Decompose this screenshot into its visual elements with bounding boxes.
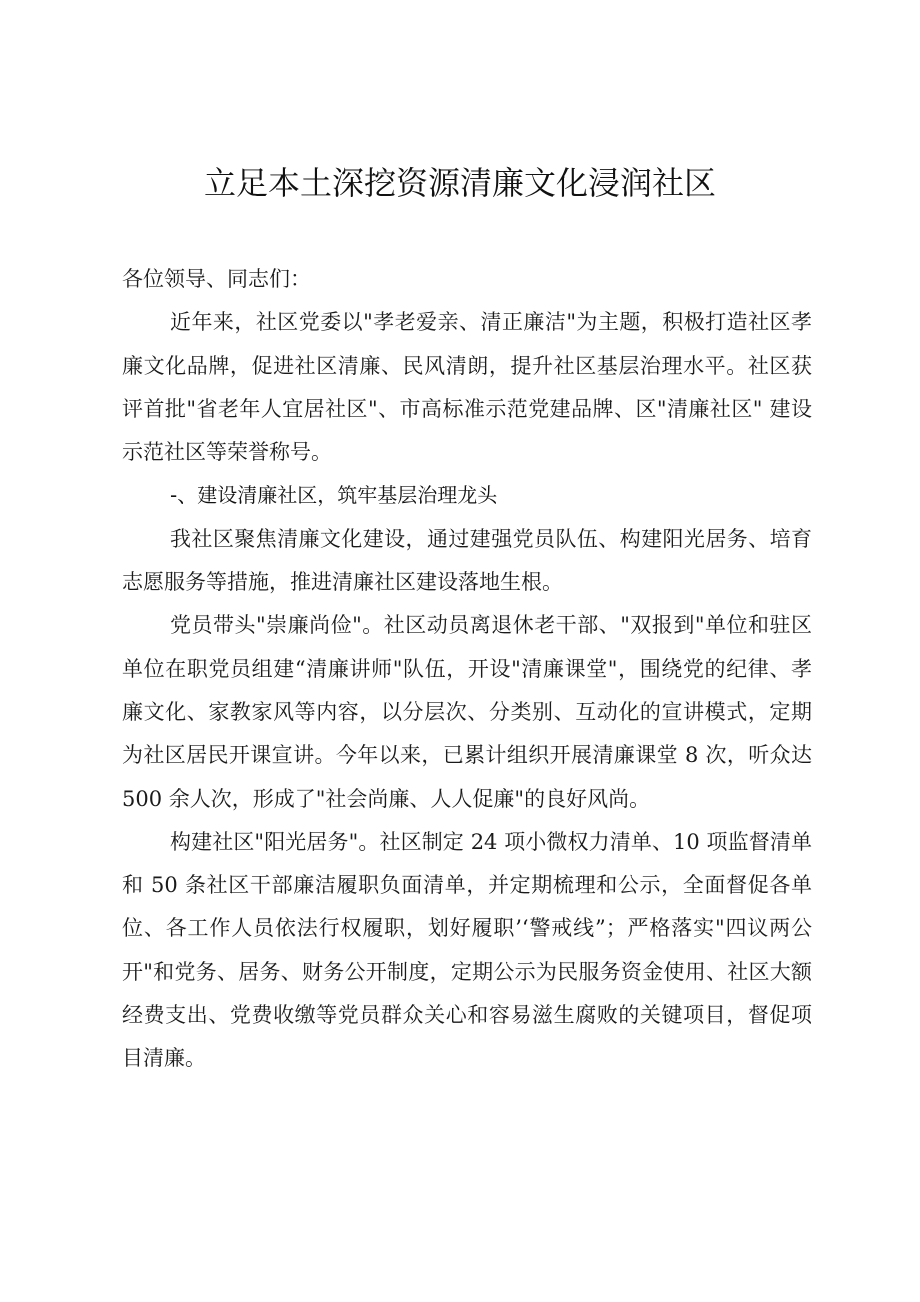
paragraph-intro: 近年来，社区党委以"孝老爱亲、清正廉洁"为主题，积极打造社区孝廉文化品牌，促进社区清廉、民风清朗，提升社区基层治理水平。社区获评首批"省老年人宜居社区"、市高标准示范党建品牌、区"清廉社区" 建设示范社区等荣誉称号。 (122, 310, 812, 465)
section-heading-1: -、建设清廉社区，筑牢基层治理龙头 (170, 483, 498, 508)
salutation: 各位领导、同志们： (122, 267, 311, 291)
paragraph-sunshine-affairs: 构建社区"阳光居务"。社区制定 24 项小微权力清单、10 项监督清单和 50 条社区干部廉洁履职负面清单，并定期梳理和公示，全面督促各单位、各工作人员依法行权履职，划好履职’‘警戒线”；严格落实"四议两公开"和党务、居务、财务公开制度，定期公示为民服务资金使用、社区大额经费支出、党费收缴等党员群众关心和容易滋生腐败的关键项目，督促项目清廉。 (122, 829, 812, 1071)
document-title: 立足本土深挖资源清廉文化浸润社区 (203, 164, 716, 202)
document-body (122, 258, 812, 1081)
paragraph-section1-intro: 我社区聚焦清廉文化建设，通过建强党员队伍、构建阳光居务、培育志愿服务等措施，推进清廉社区建设落地生根。 (122, 526, 812, 595)
paragraph-party-members: 党员带头"崇廉尚俭"。社区动员离退休老干部、"双报到"单位和驻区单位在职党员组建“清廉讲师"队伍，开设"清廉课堂"，围绕党的纪律、孝廉文化、家教家风等内容，以分层次、分类别、互动化的宣讲模式，定期为社区居民开课宣讲。今年以来，已累计组织开展清廉课堂 8 次，听众达 500 余人次，形成了"社会尚廉、人人促廉"的良好风尚。 (122, 613, 812, 811)
